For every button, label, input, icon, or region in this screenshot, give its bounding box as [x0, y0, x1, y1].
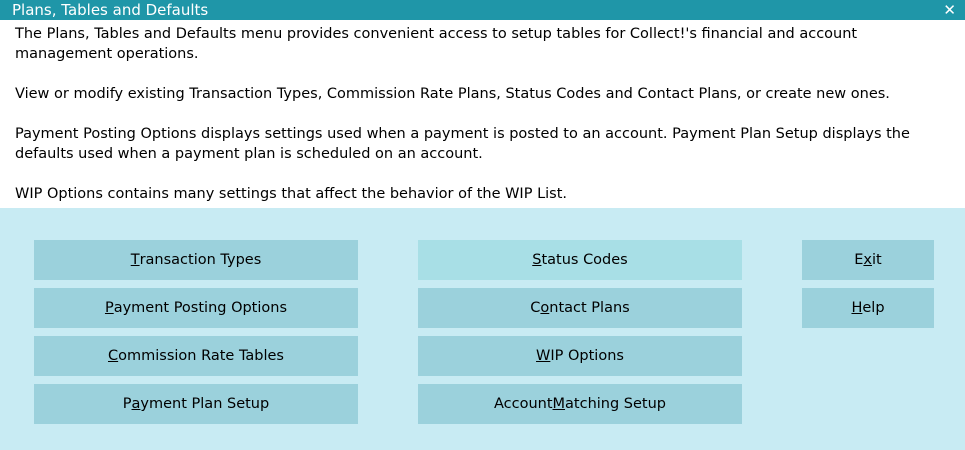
button-label-hotkey: C	[108, 348, 119, 364]
button-label-hotkey: W	[536, 348, 551, 364]
exit-button[interactable]	[802, 240, 934, 280]
window-title: Plans, Tables and Defaults	[12, 1, 209, 19]
button-label-hotkey: S	[532, 252, 542, 268]
button-panel	[0, 208, 965, 450]
button-label-hotkey: x	[863, 252, 873, 268]
button-label-hotkey: M	[552, 396, 566, 412]
status-codes-button[interactable]	[418, 240, 742, 280]
description-paragraph: WIP Options contains many settings that affect the behavior of the WIP List.	[15, 186, 568, 202]
button-label-post: atching Setup	[565, 396, 667, 412]
button-label-pre: C	[530, 300, 541, 316]
button-label-hotkey: o	[540, 300, 550, 316]
button-label-pre: Account	[493, 396, 553, 412]
commission-rate-tables-button[interactable]	[34, 336, 358, 376]
description-paragraph: View or modify existing Transaction Types, Commission Rate Plans, Status Codes and Contact Plans, or create new ones.	[15, 86, 890, 102]
button-label-pre: P	[122, 396, 132, 412]
button-label-hotkey: P	[104, 300, 114, 316]
button-label-hotkey: T	[130, 252, 140, 268]
wip-options-button[interactable]	[418, 336, 742, 376]
button-label-post: ntact Plans	[549, 300, 630, 316]
transaction-types-button[interactable]	[34, 240, 358, 280]
close-icon[interactable]: ✕	[943, 1, 956, 19]
description-area	[0, 20, 965, 208]
account-matching-setup-button[interactable]	[418, 384, 742, 424]
button-label-post: elp	[862, 300, 885, 316]
contact-plans-button[interactable]	[418, 288, 742, 328]
button-label-post: it	[872, 252, 882, 268]
button-label-hotkey: H	[851, 300, 863, 316]
button-label-pre: E	[854, 252, 864, 268]
description-paragraph: Payment Posting Options displays settings used when a payment is posted to an account. Payment Plan Setup displays the defaults used when a payment plan is scheduled on an account.	[15, 126, 910, 162]
button-label-post: IP Options	[550, 348, 624, 364]
button-label-post: ayment Posting Options	[113, 300, 288, 316]
button-label-hotkey: a	[131, 396, 141, 412]
payment-posting-options-button[interactable]	[34, 288, 358, 328]
button-label-post: ransaction Types	[139, 252, 262, 268]
payment-plan-setup-button[interactable]	[34, 384, 358, 424]
button-label-post: ommission Rate Tables	[118, 348, 284, 364]
help-button[interactable]	[802, 288, 934, 328]
button-label-post: tatus Codes	[541, 252, 628, 268]
title-bar	[0, 0, 965, 20]
button-label-post: yment Plan Setup	[140, 396, 270, 412]
description-paragraph: The Plans, Tables and Defaults menu provides convenient access to setup tables for Collect!'s financial and account management operations.	[15, 26, 858, 62]
